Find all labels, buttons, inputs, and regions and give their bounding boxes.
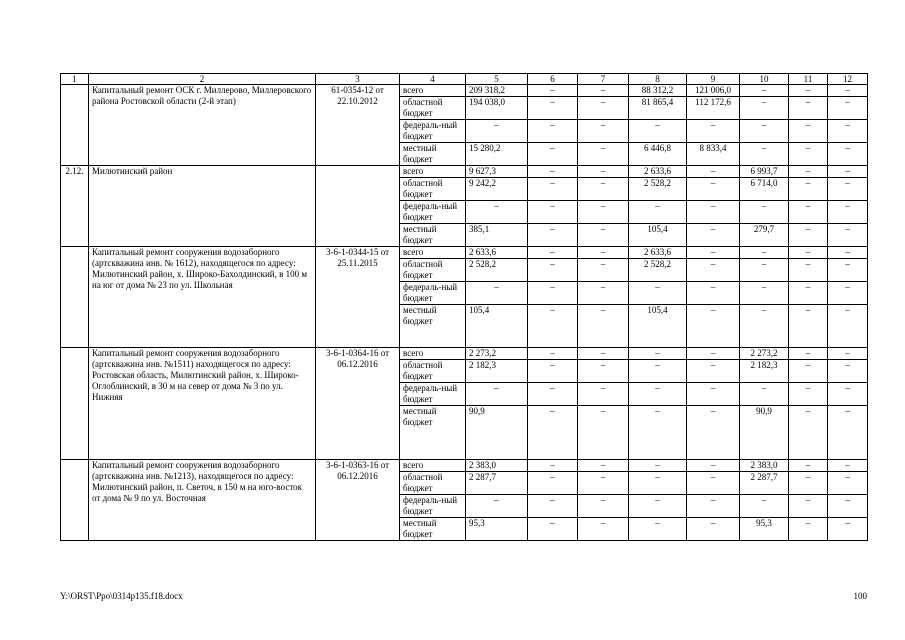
value-cell: 90,9	[466, 406, 528, 460]
value-cell: 95,3	[466, 518, 528, 541]
value-cell: –	[466, 495, 528, 518]
value-cell: –	[578, 259, 629, 282]
value-cell: –	[789, 305, 828, 348]
col-header: 2	[89, 74, 316, 85]
value-cell: –	[578, 282, 629, 305]
value-cell: –	[740, 97, 789, 120]
value-cell: –	[528, 282, 578, 305]
value-cell: –	[528, 305, 578, 348]
value-cell: –	[740, 495, 789, 518]
funding-source: всего	[400, 460, 466, 472]
value-cell: –	[578, 460, 629, 472]
value-cell: –	[578, 201, 629, 224]
funding-source: федераль-ный бюджет	[400, 282, 466, 305]
value-cell: 105,4	[466, 305, 528, 348]
value-cell: 279,7	[740, 224, 789, 247]
funding-source: федераль-ный бюджет	[400, 120, 466, 143]
value-cell: 2 633,6	[466, 247, 528, 259]
value-cell: 9 242,2	[466, 178, 528, 201]
value-cell: –	[528, 460, 578, 472]
value-cell: –	[687, 259, 740, 282]
value-cell: 2 287,7	[466, 472, 528, 495]
value-cell: –	[789, 143, 828, 166]
value-cell: –	[828, 383, 868, 406]
value-cell: 9 627,3	[466, 166, 528, 178]
value-cell: 105,4	[629, 305, 687, 348]
value-cell: –	[528, 348, 578, 360]
value-cell: –	[828, 305, 868, 348]
value-cell: –	[528, 518, 578, 541]
value-cell: –	[528, 97, 578, 120]
value-cell: –	[687, 247, 740, 259]
value-cell: –	[466, 120, 528, 143]
funding-source: местный бюджет	[400, 406, 466, 460]
value-cell: –	[740, 85, 789, 97]
value-cell: –	[578, 166, 629, 178]
value-cell: –	[578, 495, 629, 518]
funding-source: местный бюджет	[400, 224, 466, 247]
value-cell: –	[629, 495, 687, 518]
value-cell: –	[789, 495, 828, 518]
value-cell: –	[528, 166, 578, 178]
value-cell: –	[740, 259, 789, 282]
value-cell: –	[578, 178, 629, 201]
value-cell: –	[828, 518, 868, 541]
value-cell: –	[740, 305, 789, 348]
funding-source: всего	[400, 348, 466, 360]
value-cell: –	[578, 97, 629, 120]
value-cell: –	[828, 247, 868, 259]
value-cell: –	[578, 224, 629, 247]
value-cell: 95,3	[740, 518, 789, 541]
header-row	[61, 74, 868, 85]
value-cell: –	[578, 143, 629, 166]
value-cell: –	[466, 201, 528, 224]
value-cell: –	[687, 348, 740, 360]
value-cell: –	[789, 472, 828, 495]
funding-source: всего	[400, 247, 466, 259]
value-cell: –	[629, 348, 687, 360]
value-cell: –	[789, 348, 828, 360]
value-cell: –	[687, 472, 740, 495]
table-row	[61, 166, 868, 178]
value-cell: 90,9	[740, 406, 789, 460]
value-cell: –	[578, 305, 629, 348]
value-cell: 121 006,0	[687, 85, 740, 97]
value-cell: –	[789, 85, 828, 97]
value-cell: –	[789, 383, 828, 406]
value-cell: –	[828, 282, 868, 305]
value-cell: –	[687, 406, 740, 460]
value-cell: –	[789, 518, 828, 541]
col-header: 4	[400, 74, 466, 85]
col-header: 7	[578, 74, 629, 85]
value-cell: –	[828, 360, 868, 383]
document-number: 3-6-1-0364-16 от 06.12.2016	[316, 348, 400, 460]
value-cell: –	[740, 247, 789, 259]
value-cell: –	[629, 120, 687, 143]
funding-source: областной бюджет	[400, 259, 466, 282]
value-cell: –	[740, 120, 789, 143]
value-cell: 2 182,3	[740, 360, 789, 383]
col-header: 11	[789, 74, 828, 85]
value-cell: –	[578, 406, 629, 460]
value-cell: –	[789, 282, 828, 305]
value-cell: 2 383,0	[466, 460, 528, 472]
funding-source: областной бюджет	[400, 360, 466, 383]
value-cell: –	[687, 495, 740, 518]
table-row	[61, 85, 868, 97]
funding-source: всего	[400, 166, 466, 178]
value-cell: –	[528, 383, 578, 406]
value-cell: –	[466, 282, 528, 305]
value-cell: –	[740, 383, 789, 406]
value-cell: –	[578, 383, 629, 406]
value-cell: –	[789, 201, 828, 224]
col-header: 6	[528, 74, 578, 85]
document-number: 3-6-1-0344-15 от 25.11.2015	[316, 247, 400, 348]
value-cell: 2 528,2	[629, 259, 687, 282]
value-cell: 2 633,6	[629, 247, 687, 259]
col-header: 12	[828, 74, 868, 85]
value-cell: 2 182,3	[466, 360, 528, 383]
value-cell: –	[528, 406, 578, 460]
value-cell: –	[789, 360, 828, 383]
col-header: 8	[629, 74, 687, 85]
value-cell: 6 993,7	[740, 166, 789, 178]
value-cell: –	[528, 201, 578, 224]
value-cell: –	[629, 460, 687, 472]
row-number	[61, 348, 89, 460]
value-cell: –	[828, 406, 868, 460]
value-cell: 2 287,7	[740, 472, 789, 495]
value-cell: –	[828, 166, 868, 178]
value-cell: –	[828, 460, 868, 472]
col-header: 3	[316, 74, 400, 85]
col-header: 1	[61, 74, 89, 85]
value-cell: –	[578, 360, 629, 383]
footer-page-number: 100	[853, 591, 867, 601]
budget-table	[60, 73, 868, 541]
funding-source: местный бюджет	[400, 518, 466, 541]
value-cell: 8 833,4	[687, 143, 740, 166]
value-cell: –	[828, 143, 868, 166]
funding-source: федераль-ный бюджет	[400, 495, 466, 518]
value-cell: 88 312,2	[629, 85, 687, 97]
value-cell: –	[528, 495, 578, 518]
value-cell: –	[740, 282, 789, 305]
value-cell: –	[528, 120, 578, 143]
col-header: 5	[466, 74, 528, 85]
value-cell: –	[528, 178, 578, 201]
funding-source: федераль-ный бюджет	[400, 383, 466, 406]
value-cell: 2 383,0	[740, 460, 789, 472]
object-name: Капитальный ремонт сооружения водозаборного (артскважина инв. № 1612), находящегося по адресу: Милютинский район, х. Широко-Бахолдинский, в 100 м на юг от дома № 23 по ул. Школьная	[89, 247, 316, 348]
object-name: Капитальный ремонт сооружения водозаборного (артскважина инв. №1213), находящегося по адресу: Милютинский район, п. Светоч, в 150 м на юго-восток от дома № 9 по ул. Восточная	[89, 460, 316, 541]
funding-source: местный бюджет	[400, 143, 466, 166]
value-cell: –	[828, 97, 868, 120]
value-cell: –	[528, 259, 578, 282]
value-cell: 2 528,2	[466, 259, 528, 282]
value-cell: –	[629, 360, 687, 383]
value-cell: –	[828, 201, 868, 224]
value-cell: –	[789, 460, 828, 472]
value-cell: –	[528, 472, 578, 495]
row-number	[61, 247, 89, 348]
value-cell: –	[789, 247, 828, 259]
funding-source: областной бюджет	[400, 472, 466, 495]
value-cell: 6 714,0	[740, 178, 789, 201]
value-cell: 112 172,6	[687, 97, 740, 120]
value-cell: –	[629, 472, 687, 495]
row-number	[61, 85, 89, 166]
footer-file-path: Y:\ORST\Ppo\0314p135.f18.docx	[60, 591, 183, 601]
value-cell: –	[687, 224, 740, 247]
value-cell: –	[828, 120, 868, 143]
value-cell: 105,4	[629, 224, 687, 247]
value-cell: –	[629, 282, 687, 305]
row-number	[61, 460, 89, 541]
value-cell: –	[578, 472, 629, 495]
value-cell: –	[687, 383, 740, 406]
value-cell: –	[789, 166, 828, 178]
value-cell: –	[687, 201, 740, 224]
value-cell: –	[629, 201, 687, 224]
funding-source: областной бюджет	[400, 97, 466, 120]
value-cell: –	[828, 85, 868, 97]
value-cell: –	[687, 282, 740, 305]
value-cell: 2 273,2	[740, 348, 789, 360]
value-cell: –	[528, 85, 578, 97]
value-cell: –	[578, 518, 629, 541]
value-cell: 209 318,2	[466, 85, 528, 97]
object-name: Милютинский район	[89, 166, 316, 247]
object-name: Капитальный ремонт сооружения водозаборного (артскважина инв. №1511) находящегося по адресу: Ростовская область, Милютинский район, х. Широко-Оглоблинский, в 30 м на север от дома № 3 по ул. Нижняя	[89, 348, 316, 460]
object-name: Капитальный ремонт ОСК г. Миллерово, Миллеровского района Ростовской области (2-й этап)	[89, 85, 316, 166]
table-row	[61, 348, 868, 360]
table-row	[61, 460, 868, 472]
value-cell: –	[789, 178, 828, 201]
value-cell: –	[578, 120, 629, 143]
value-cell: –	[789, 97, 828, 120]
table-row	[61, 247, 868, 259]
value-cell: –	[789, 406, 828, 460]
value-cell: –	[528, 143, 578, 166]
value-cell: 385,1	[466, 224, 528, 247]
value-cell: –	[528, 224, 578, 247]
funding-source: местный бюджет	[400, 305, 466, 348]
funding-source: областной бюджет	[400, 178, 466, 201]
value-cell: –	[687, 166, 740, 178]
value-cell: –	[687, 120, 740, 143]
value-cell: –	[629, 406, 687, 460]
document-number	[316, 166, 400, 247]
value-cell: –	[528, 247, 578, 259]
value-cell: 81 865,4	[629, 97, 687, 120]
value-cell: –	[828, 178, 868, 201]
value-cell: –	[828, 259, 868, 282]
value-cell: 6 446,8	[629, 143, 687, 166]
value-cell: –	[740, 143, 789, 166]
value-cell: –	[828, 472, 868, 495]
value-cell: –	[789, 224, 828, 247]
value-cell: –	[828, 348, 868, 360]
col-header: 9	[687, 74, 740, 85]
value-cell: –	[828, 224, 868, 247]
document-number: 3-6-1-0363-16 от 06.12.2016	[316, 460, 400, 541]
row-number: 2.12.	[61, 166, 89, 247]
value-cell: –	[789, 120, 828, 143]
value-cell: 2 528,2	[629, 178, 687, 201]
value-cell: 194 038,0	[466, 97, 528, 120]
value-cell: –	[528, 360, 578, 383]
value-cell: –	[629, 383, 687, 406]
value-cell: –	[687, 305, 740, 348]
value-cell: –	[687, 460, 740, 472]
funding-source: всего	[400, 85, 466, 97]
value-cell: –	[578, 247, 629, 259]
value-cell: –	[578, 85, 629, 97]
value-cell: –	[687, 178, 740, 201]
value-cell: –	[687, 518, 740, 541]
funding-source: федераль-ный бюджет	[400, 201, 466, 224]
value-cell: –	[687, 360, 740, 383]
value-cell: –	[466, 383, 528, 406]
value-cell: –	[828, 495, 868, 518]
value-cell: –	[789, 259, 828, 282]
value-cell: –	[578, 348, 629, 360]
col-header: 10	[740, 74, 789, 85]
value-cell: 15 280,2	[466, 143, 528, 166]
value-cell: –	[629, 518, 687, 541]
document-number: 61-0354-12 от 22.10.2012	[316, 85, 400, 166]
value-cell: 2 633,6	[629, 166, 687, 178]
value-cell: –	[740, 201, 789, 224]
value-cell: 2 273,2	[466, 348, 528, 360]
